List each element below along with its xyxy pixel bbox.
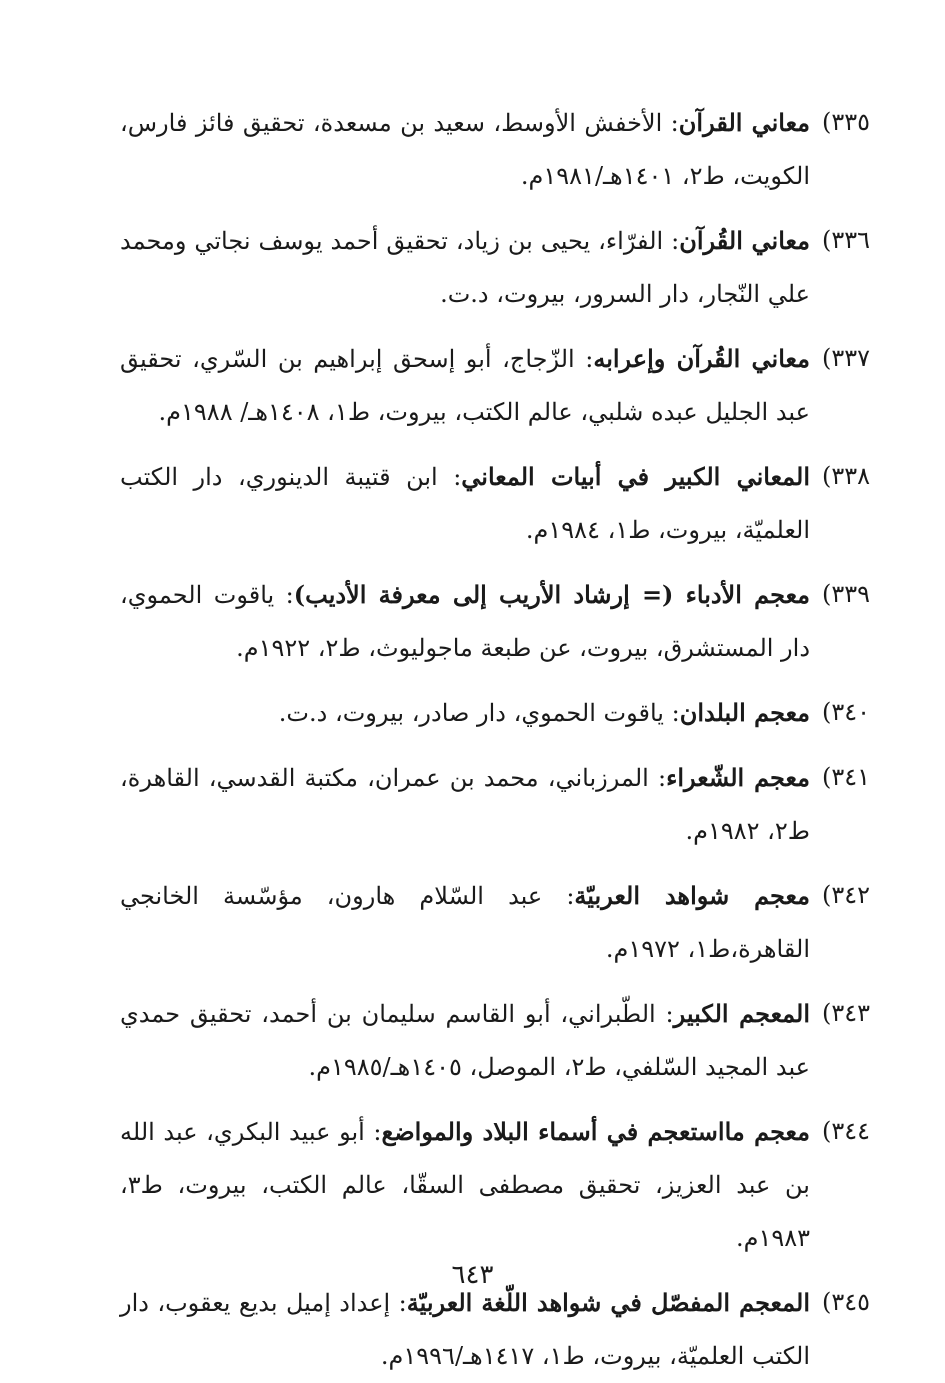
entry-title: المعجم المفصّل في شواهد اللّغة العربيّة — [406, 1288, 810, 1317]
bibliography-entry — [120, 450, 870, 557]
entry-number: ٣٣٩) — [821, 580, 870, 608]
bibliography-entry — [120, 332, 870, 439]
bibliography-entry — [120, 96, 870, 203]
entry-title: معجم شواهد العربيّة — [574, 881, 810, 910]
bibliography-list — [120, 96, 870, 1383]
bibliography-entry — [120, 1105, 870, 1265]
entry-title: معاني القرآن — [678, 108, 810, 137]
entry-number: ٣٣٧) — [821, 344, 870, 372]
entry-details: : الزّجاج، أبو إسحق إبراهيم بن السّري، تحقيق عبد الجليل عبده شلبي، عالم الكتب، بيروت، ط١، ١٤٠٨هـ/ ١٩٨٨م. — [120, 345, 810, 426]
entry-details: : الطّبراني، أبو القاسم سليمان بن أحمد، تحقيق حمدي عبد المجيد السّلفي، ط٢، الموصل، ١٤٠٥هـ/١٩٨٥م. — [120, 1000, 810, 1081]
entry-number: ٣٣٦) — [821, 226, 870, 254]
bibliography-entry — [120, 751, 870, 858]
entry-details: : إعداد إميل بديع يعقوب، دار الكتب العلميّة، بيروت، ط١، ١٤١٧هـ/١٩٩٦م. — [120, 1289, 810, 1370]
entry-title: معجم البلدان — [679, 698, 810, 727]
entry-number: ٣٤١) — [821, 763, 870, 791]
entry-title: معجم الشّعراء — [666, 763, 810, 792]
entry-details: : ابن قتيبة الدينوري، دار الكتب العلميّة، بيروت، ط١، ١٩٨٤م. — [120, 463, 810, 544]
entry-details: : المرزباني، محمد بن عمران، مكتبة القدسي، القاهرة، ط٢، ١٩٨٢م. — [120, 764, 810, 845]
entry-number: ٣٤٠) — [821, 698, 870, 726]
entry-details: : عبد السّلام هارون، مؤسّسة الخانجي القاهرة،ط١، ١٩٧٢م. — [120, 882, 810, 963]
bibliography-entry — [120, 1276, 870, 1383]
entry-details: : ياقوت الحموي، دار صادر، بيروت، د.ت. — [278, 699, 680, 727]
entry-title: معجم مااستعجم في أسماء البلاد والمواضع — [381, 1117, 810, 1146]
entry-title: معاني القُرآن وإعرابه — [593, 344, 810, 373]
entry-details: : ياقوت الحموي، دار المستشرق، بيروت، عن طبعة ماجوليوث، ط٢، ١٩٢٢م. — [120, 581, 810, 662]
bibliography-entry — [120, 568, 870, 675]
page-number: ٦٤٣ — [451, 1260, 494, 1290]
entry-details: : الأخفش الأوسط، سعيد بن مسعدة، تحقيق فائز فارس، الكويت، ط٢، ١٤٠١هـ/١٩٨١م. — [120, 109, 810, 190]
entry-number: ٣٣٥) — [821, 108, 870, 136]
bibliography-entry — [120, 869, 870, 976]
entry-details: : أبو عبيد البكري، عبد الله بن عبد العزيز، تحقيق مصطفى السقّا، عالم الكتب، بيروت، ط٣، ١٩٨٣م. — [120, 1118, 810, 1252]
entry-number: ٣٤٥) — [821, 1288, 870, 1316]
bibliography-entry — [120, 686, 870, 740]
bibliography-entry — [120, 214, 870, 321]
entry-title: المعاني الكبير في أبيات المعاني — [461, 462, 811, 491]
entry-title: معاني القُرآن — [679, 226, 810, 255]
entry-number: ٣٤٢) — [821, 881, 870, 909]
entry-number: ٣٣٨) — [821, 462, 870, 490]
entry-title: المعجم الكبير — [673, 999, 810, 1028]
entry-number: ٣٤٣) — [821, 999, 870, 1027]
entry-number: ٣٤٤) — [821, 1117, 870, 1145]
entry-title: معجم الأدباء (= إرشاد الأريب إلى معرفة الأديب) — [293, 580, 811, 609]
bibliography-entry — [120, 987, 870, 1094]
entry-details: : الفرّاء، يحيى بن زياد، تحقيق أحمد يوسف نجاتي ومحمد علي النّجار، دار السرور، بيروت، د.ت. — [120, 227, 810, 308]
